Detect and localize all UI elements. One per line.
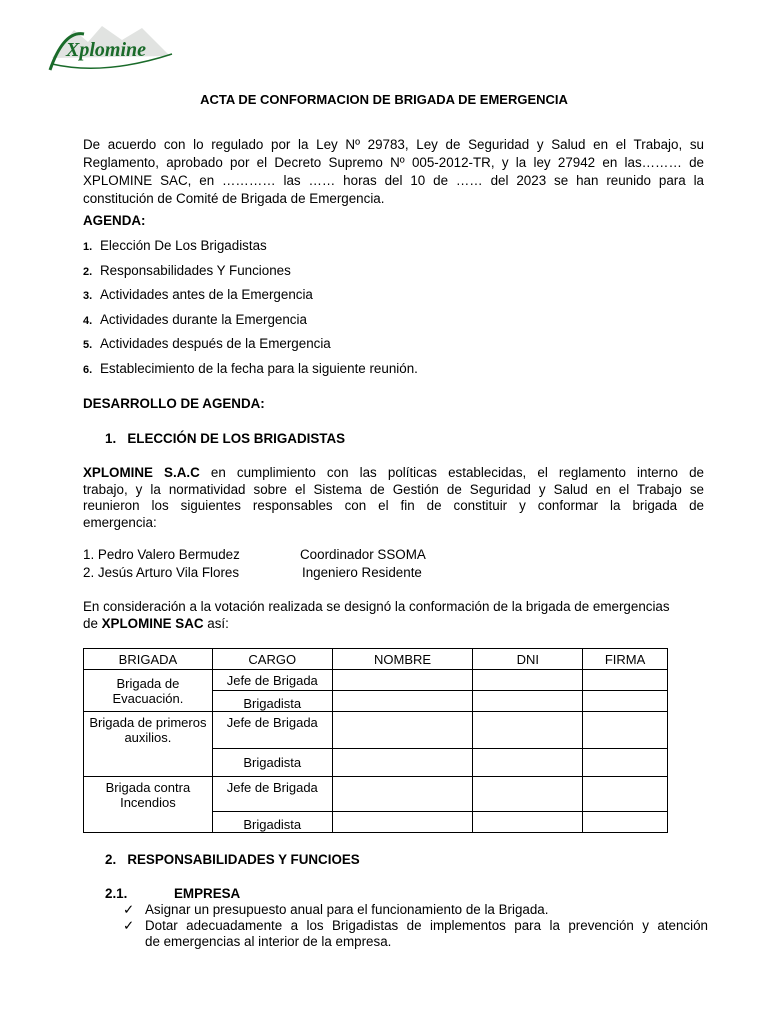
logo-mountain-icon <box>44 20 176 74</box>
dni-cell[interactable] <box>473 777 583 812</box>
person-number: 2. <box>83 565 95 580</box>
table-header: BRIGADA <box>84 649 213 670</box>
agenda-item <box>83 361 418 376</box>
company-name: XPLOMINE SAC <box>101 615 204 631</box>
nombre-cell[interactable] <box>332 749 473 777</box>
brigada-cell: Brigada de Evacuación. <box>84 670 213 712</box>
agenda-item <box>83 336 331 351</box>
table-header: CARGO <box>212 649 332 670</box>
cargo-cell: Brigadista <box>212 691 332 712</box>
agenda-item-label: Responsabilidades Y Funciones <box>100 263 291 278</box>
subsection-number: 2.1. <box>105 886 128 901</box>
agenda-item-number: 4. <box>83 315 93 327</box>
dni-cell[interactable] <box>473 670 583 691</box>
consider-paragraph <box>83 599 708 632</box>
consider-line-2 <box>83 616 708 633</box>
brigada-cell: Brigada contra Incendios <box>84 777 213 833</box>
cargo-cell: Jefe de Brigada <box>212 712 332 749</box>
bullet-list <box>123 902 708 950</box>
table-header: NOMBRE <box>332 649 473 670</box>
agenda-item-number: 5. <box>83 339 93 351</box>
dni-cell[interactable] <box>473 691 583 712</box>
firma-cell[interactable] <box>583 777 668 812</box>
consider-de: de <box>83 615 102 631</box>
firma-cell[interactable] <box>583 712 668 749</box>
table-header: FIRMA <box>583 649 668 670</box>
dni-cell[interactable] <box>473 712 583 749</box>
company-name: XPLOMINE S.A.C <box>83 465 200 480</box>
document-title: ACTA DE CONFORMACION DE BRIGADA DE EMERGENCIA <box>200 92 568 107</box>
table-header-row <box>84 649 668 670</box>
agenda-item <box>83 263 291 278</box>
intro-line-3: XPLOMINE SAC, en ………… las …… horas del 10 de …… del 2023 se han reunido para la <box>83 173 704 188</box>
section-1-line-2: trabajo, y la normatividad sobre el Sistema de Gestión de Seguridad y Salud en el Trabajo se <box>83 481 704 497</box>
consider-line-1: En consideración a la votación realizada se designó la conformación de la brigada de emergencias <box>83 599 670 614</box>
firma-cell[interactable] <box>583 812 668 833</box>
cargo-cell: Jefe de Brigada <box>212 777 332 812</box>
section-1-line-4: emergencia: <box>83 514 157 530</box>
section-1-paragraph <box>83 465 704 531</box>
intro-line-1: De acuerdo con lo regulado por la Ley Nº 29783, Ley de Seguridad y Salud en el Trabajo, su <box>83 137 704 152</box>
dni-cell[interactable] <box>473 812 583 833</box>
intro-line-2: Reglamento, aprobado por el Decreto Supremo Nº 005-2012-TR, y la ley 27942 en las……… de <box>83 155 704 170</box>
logo-text: Xplomine <box>66 39 147 61</box>
brigade-table <box>83 648 668 833</box>
table-row <box>84 712 668 749</box>
bullet-text-continued: de emergencias al interior de la empresa. <box>145 934 392 949</box>
intro-paragraph <box>83 136 704 208</box>
agenda-item <box>83 287 313 302</box>
table-row <box>84 670 668 691</box>
person-name: Pedro Valero Bermudez <box>97 547 240 562</box>
agenda-item <box>83 238 267 253</box>
firma-cell[interactable] <box>583 691 668 712</box>
agenda-item-number: 6. <box>83 364 93 376</box>
nombre-cell[interactable] <box>332 670 473 691</box>
nombre-cell[interactable] <box>332 812 473 833</box>
agenda-item-number: 1. <box>83 241 93 253</box>
dni-cell[interactable] <box>473 749 583 777</box>
nombre-cell[interactable] <box>332 691 473 712</box>
person-row <box>83 547 240 562</box>
table-header: DNI <box>473 649 583 670</box>
section-1-line-1-text: en cumplimiento con las políticas establecidas, el reglamento interno de <box>199 465 704 480</box>
bullet-text: Asignar un presupuesto anual para el funcionamiento de la Brigada. <box>145 902 549 917</box>
agenda-item-label: Actividades antes de la Emergencia <box>100 287 313 302</box>
nombre-cell[interactable] <box>332 777 473 812</box>
person-role: Ingeniero Residente <box>302 565 422 580</box>
section-2-heading: 2. RESPONSABILIDADES Y FUNCIOES <box>105 852 360 867</box>
cargo-cell: Jefe de Brigada <box>212 670 332 691</box>
consider-end: así: <box>203 615 229 631</box>
intro-line-4: constitución de Comité de Brigada de Emergencia. <box>83 191 385 206</box>
agenda-item <box>83 312 307 327</box>
firma-cell[interactable] <box>583 749 668 777</box>
subsection-title: EMPRESA <box>174 886 241 901</box>
nombre-cell[interactable] <box>332 712 473 749</box>
section-1-line-3: reunieron los siguientes responsables con el fin de constituir y conformar la brigada de <box>83 498 704 513</box>
agenda-item-number: 2. <box>83 266 93 278</box>
section-1-heading: 1. ELECCIÓN DE LOS BRIGADISTAS <box>105 431 346 446</box>
agenda-item-label: Establecimiento de la fecha para la siguiente reunión. <box>100 361 418 376</box>
person-number: 1. <box>83 547 95 562</box>
person-row <box>83 565 239 580</box>
firma-cell[interactable] <box>583 670 668 691</box>
agenda-item-number: 3. <box>83 290 93 302</box>
person-name: Jesús Arturo Vila Flores <box>97 565 240 580</box>
agenda-item-label: Actividades durante la Emergencia <box>100 312 307 327</box>
cargo-cell: Brigadista <box>212 812 332 833</box>
desarrollo-heading: DESARROLLO DE AGENDA: <box>83 396 265 411</box>
table-row <box>84 777 668 812</box>
company-logo <box>44 20 176 74</box>
section-1-line-1 <box>83 465 704 482</box>
list-item <box>123 918 708 950</box>
bullet-text: Dotar adecuadamente a los Brigadistas de implementos para la prevención y atención <box>145 918 708 933</box>
cargo-cell: Brigadista <box>212 749 332 777</box>
brigada-cell: Brigada de primeros auxilios. <box>84 712 213 777</box>
person-role: Coordinador SSOMA <box>300 547 426 562</box>
list-item <box>123 902 708 918</box>
agenda-item-label: Actividades después de la Emergencia <box>100 336 331 351</box>
checkmark-icon: ✓ <box>123 902 135 917</box>
checkmark-icon: ✓ <box>123 918 135 933</box>
agenda-heading: AGENDA: <box>83 213 146 228</box>
agenda-item-label: Elección De Los Brigadistas <box>100 238 267 253</box>
